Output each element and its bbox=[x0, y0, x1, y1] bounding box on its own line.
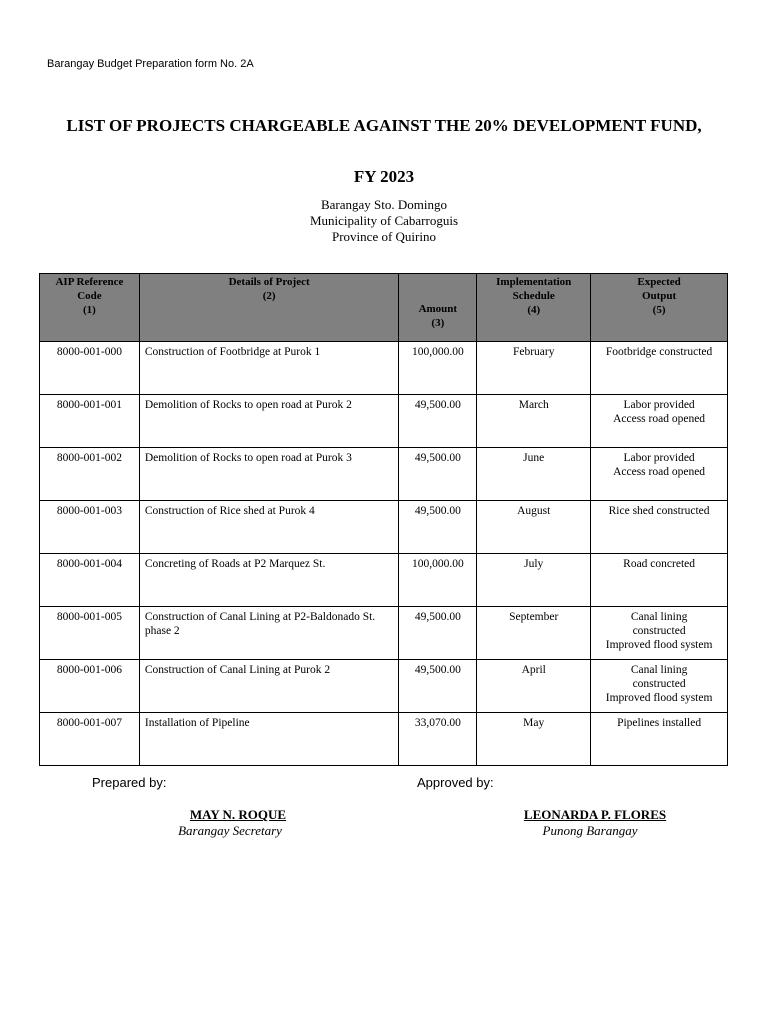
output-line: Footbridge constructed bbox=[605, 346, 713, 358]
table-row bbox=[40, 342, 728, 395]
amount-cell: 33,070.00 bbox=[399, 713, 477, 766]
output-cell bbox=[591, 448, 728, 501]
table-row bbox=[40, 713, 728, 766]
amount-cell: 49,500.00 bbox=[399, 607, 477, 660]
aip-code-cell: 8000-001-000 bbox=[40, 342, 140, 395]
municipality-name: Municipality of Cabarroguis bbox=[309, 213, 459, 228]
header-line: (3) bbox=[431, 316, 445, 329]
header-line: Code bbox=[77, 290, 102, 302]
fiscal-year: FY 2023 bbox=[353, 167, 415, 186]
address-block bbox=[40, 197, 728, 245]
amount-cell: 49,500.00 bbox=[399, 395, 477, 448]
aip-code-cell: 8000-001-001 bbox=[40, 395, 140, 448]
project-details-cell: Demolition of Rocks to open road at Purok 2 bbox=[139, 395, 399, 448]
output-cell bbox=[591, 395, 728, 448]
prepared-by-role: Barangay Secretary bbox=[178, 823, 282, 838]
schedule-cell: August bbox=[477, 501, 591, 554]
output-cell bbox=[591, 342, 728, 395]
schedule-cell: February bbox=[477, 342, 591, 395]
project-details-cell: Construction of Footbridge at Purok 1 bbox=[139, 342, 399, 395]
output-line: Road concreted bbox=[623, 558, 695, 570]
project-details-cell: Construction of Canal Lining at Purok 2 bbox=[139, 660, 399, 713]
projects-table bbox=[39, 273, 728, 766]
schedule-cell: March bbox=[477, 395, 591, 448]
output-cell bbox=[591, 713, 728, 766]
approved-by-name: LEONARDA P. FLORES bbox=[523, 807, 667, 822]
output-line: Labor provided bbox=[623, 452, 695, 464]
header-schedule bbox=[477, 274, 591, 342]
output-line: Canal lining bbox=[630, 664, 688, 676]
project-details-cell: Construction of Rice shed at Purok 4 bbox=[139, 501, 399, 554]
output-cell bbox=[591, 501, 728, 554]
header-line: Amount bbox=[418, 302, 458, 315]
project-details-cell: Installation of Pipeline bbox=[139, 713, 399, 766]
header-line: Expected bbox=[637, 276, 681, 288]
amount-cell: 49,500.00 bbox=[399, 501, 477, 554]
output-line: Canal lining bbox=[630, 611, 688, 623]
output-line: Pipelines installed bbox=[617, 717, 702, 729]
table-row bbox=[40, 501, 728, 554]
header-line: (5) bbox=[652, 304, 666, 316]
schedule-cell: June bbox=[477, 448, 591, 501]
project-details-cell: Concreting of Roads at P2 Marquez St. bbox=[139, 554, 399, 607]
output-cell bbox=[591, 660, 728, 713]
aip-code-cell: 8000-001-002 bbox=[40, 448, 140, 501]
table-row bbox=[40, 554, 728, 607]
output-line: Access road opened bbox=[613, 466, 706, 478]
table-row bbox=[40, 607, 728, 660]
output-line: Improved flood system bbox=[605, 692, 713, 704]
barangay-name: Barangay Sto. Domingo bbox=[320, 197, 447, 212]
province-name: Province of Quirino bbox=[332, 229, 436, 244]
header-line: Output bbox=[641, 290, 677, 302]
header-line: Details of Project bbox=[228, 276, 310, 288]
aip-code-cell: 8000-001-007 bbox=[40, 713, 140, 766]
output-line: Access road opened bbox=[613, 413, 706, 425]
form-number-label: Barangay Budget Preparation form No. 2A bbox=[47, 58, 254, 70]
approved-by-role: Punong Barangay bbox=[542, 823, 638, 838]
schedule-cell: May bbox=[477, 713, 591, 766]
output-line: Rice shed constructed bbox=[608, 505, 710, 517]
aip-code-cell: 8000-001-004 bbox=[40, 554, 140, 607]
output-line: constructed bbox=[632, 625, 686, 637]
header-output bbox=[591, 274, 728, 342]
aip-code-cell: 8000-001-005 bbox=[40, 607, 140, 660]
output-cell bbox=[591, 554, 728, 607]
schedule-cell: July bbox=[477, 554, 591, 607]
prepared-by-label: Prepared by: bbox=[92, 775, 167, 790]
header-line: Implementation bbox=[496, 276, 572, 288]
amount-cell: 100,000.00 bbox=[399, 342, 477, 395]
approved-by-label: Approved by: bbox=[417, 775, 494, 790]
output-line: Improved flood system bbox=[605, 639, 713, 651]
table-row bbox=[40, 395, 728, 448]
aip-code-cell: 8000-001-006 bbox=[40, 660, 140, 713]
output-line: Labor provided bbox=[623, 399, 695, 411]
header-details bbox=[139, 274, 399, 342]
amount-cell: 49,500.00 bbox=[399, 448, 477, 501]
output-cell bbox=[591, 607, 728, 660]
header-line: Schedule bbox=[512, 290, 555, 302]
amount-cell: 49,500.00 bbox=[399, 660, 477, 713]
table-row bbox=[40, 448, 728, 501]
project-details-cell: Demolition of Rocks to open road at Purok 3 bbox=[139, 448, 399, 501]
header-aip-code bbox=[40, 274, 140, 342]
header-line: (2) bbox=[262, 290, 276, 302]
output-line: constructed bbox=[632, 678, 686, 690]
header-line: AIP Reference bbox=[55, 276, 124, 288]
table-header-row bbox=[40, 274, 728, 342]
schedule-cell: September bbox=[477, 607, 591, 660]
prepared-by-name: MAY N. ROQUE bbox=[189, 807, 287, 822]
schedule-cell: April bbox=[477, 660, 591, 713]
aip-code-cell: 8000-001-003 bbox=[40, 501, 140, 554]
amount-cell: 100,000.00 bbox=[399, 554, 477, 607]
header-line: (4) bbox=[527, 304, 541, 316]
header-amount bbox=[399, 274, 477, 342]
document-title: LIST OF PROJECTS CHARGEABLE AGAINST THE 20% DEVELOPMENT FUND, bbox=[66, 116, 702, 135]
table-row bbox=[40, 660, 728, 713]
header-line: (1) bbox=[83, 304, 96, 316]
project-details-cell: Construction of Canal Lining at P2-Baldonado St. phase 2 bbox=[139, 607, 399, 660]
